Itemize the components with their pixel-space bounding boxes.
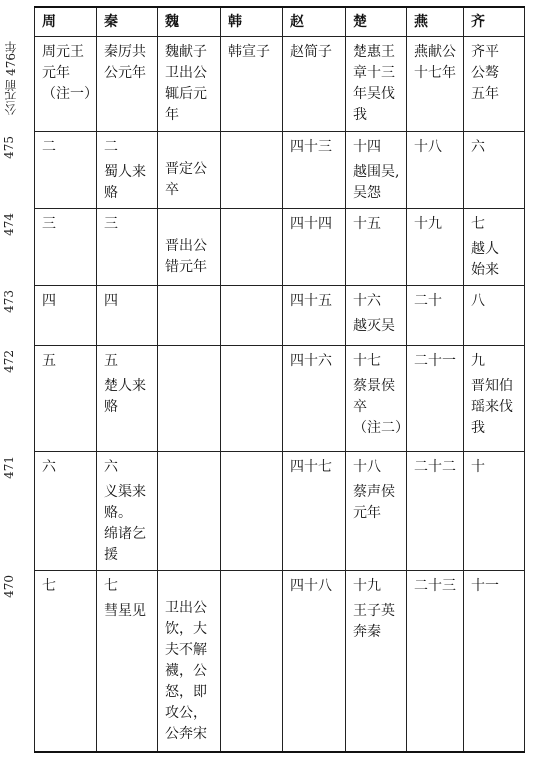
table-cell: [283, 571, 346, 752]
table-cell: [221, 37, 283, 132]
cell-main-text: 燕献公 十七年: [414, 44, 456, 81]
table-cell: [35, 452, 97, 571]
cell-main-text: 四十四: [290, 216, 332, 232]
table-cell: [464, 452, 525, 571]
table-cell: [283, 286, 346, 346]
cell-main-text: 四十三: [290, 139, 332, 155]
table-cell: [35, 209, 97, 286]
cell-main-text: 七: [471, 216, 485, 232]
cell-main-text: 五: [42, 353, 56, 369]
cell-note-text: 晋定公 卒: [165, 161, 207, 198]
cell-note-text: 王子英 奔秦: [353, 603, 395, 640]
cell-main-text: 齐平 公骜 五年: [471, 44, 499, 102]
cell-main-text: 十一: [471, 578, 499, 594]
cell-main-text: 六: [104, 459, 118, 475]
cell-note-text: 晋知伯 瑶来伐 我: [471, 378, 513, 436]
chronology-table: [34, 6, 525, 753]
cell-main-text: 韩宣子: [228, 44, 270, 60]
column-header: 燕: [407, 7, 464, 37]
table-cell: [97, 452, 158, 571]
table-cell: [283, 132, 346, 209]
cell-main-text: 二十一: [414, 353, 456, 369]
cell-main-text: 魏献子 卫出公 辄后元 年: [165, 44, 207, 123]
cell-note-text: 义渠来 赂。 绵诸乞 援: [104, 484, 146, 563]
table-cell: [407, 132, 464, 209]
cell-note-text: 越围吴, 吴怨: [353, 164, 400, 201]
cell-main-text: 三: [104, 216, 118, 232]
table-row: [35, 452, 525, 571]
column-header: 秦: [97, 7, 158, 37]
table-cell: [464, 209, 525, 286]
table-cell: [35, 286, 97, 346]
table-cell: [158, 37, 221, 132]
table-cell: [346, 346, 407, 452]
table-cell: [346, 132, 407, 209]
table-cell: [407, 452, 464, 571]
cell-main-text: 六: [471, 139, 485, 155]
table-cell: [158, 346, 221, 452]
cell-main-text: 十七: [353, 353, 381, 369]
table-cell: [346, 452, 407, 571]
cell-main-text: 十: [471, 459, 485, 475]
cell-note-text: 越灭吴: [353, 318, 395, 334]
year-label: 473: [2, 289, 16, 313]
cell-main-text: 十四: [353, 139, 381, 155]
header-row: [35, 7, 525, 37]
cell-main-text: 十五: [353, 216, 381, 232]
table-cell: [407, 286, 464, 346]
cell-note-text: 蜀人来 赂: [104, 164, 146, 201]
cell-main-text: 秦厉共 公元年: [104, 44, 146, 81]
chronology-table-container: [34, 6, 525, 753]
cell-main-text: 赵简子: [290, 44, 332, 60]
cell-main-text: 四: [42, 293, 56, 309]
cell-main-text: 九: [471, 353, 485, 369]
year-label: 471: [2, 455, 16, 479]
table-cell: [283, 209, 346, 286]
cell-note-text: 越人 始来: [471, 241, 499, 278]
table-cell: [464, 132, 525, 209]
table-cell: [407, 346, 464, 452]
table-cell: [464, 571, 525, 752]
table-cell: [221, 346, 283, 452]
table-cell: [97, 571, 158, 752]
cell-main-text: 四十七: [290, 459, 332, 475]
cell-main-text: 二十二: [414, 459, 456, 475]
table-cell: [158, 452, 221, 571]
table-cell: [464, 346, 525, 452]
table-cell: [221, 209, 283, 286]
cell-main-text: 周元王 元年 （注一）: [42, 44, 98, 102]
table-cell: [158, 132, 221, 209]
column-header: 韩: [221, 7, 283, 37]
table-cell: [464, 286, 525, 346]
cell-main-text: 四: [104, 293, 118, 309]
cell-main-text: 七: [42, 578, 56, 594]
column-header: 楚: [346, 7, 407, 37]
cell-main-text: 二十三: [414, 578, 456, 594]
cell-main-text: 十九: [353, 578, 381, 594]
column-header: 魏: [158, 7, 221, 37]
cell-main-text: 三: [42, 216, 56, 232]
cell-note-text: 彗星见: [104, 603, 146, 619]
table-row: [35, 132, 525, 209]
cell-main-text: 六: [42, 459, 56, 475]
year-label: 470: [2, 574, 16, 598]
table-cell: [97, 37, 158, 132]
table-cell: [221, 286, 283, 346]
table-cell: [283, 346, 346, 452]
cell-note-text: 蔡景侯 卒 （注二）: [353, 378, 409, 436]
cell-main-text: 五: [104, 353, 118, 369]
cell-note-text: 卫出公 饮，大 夫不解 襪，公 怒，即 攻公， 公奔宋: [165, 600, 207, 742]
cell-main-text: 十八: [353, 459, 381, 475]
cell-main-text: 八: [471, 293, 485, 309]
table-cell: [35, 37, 97, 132]
table-cell: [346, 571, 407, 752]
table-cell: [464, 37, 525, 132]
year-label: 472: [2, 349, 16, 373]
table-cell: [407, 571, 464, 752]
table-cell: [35, 132, 97, 209]
cell-main-text: 二: [104, 139, 118, 155]
table-cell: [283, 452, 346, 571]
year-label: 公元前 476年: [4, 40, 18, 116]
table-cell: [97, 209, 158, 286]
cell-main-text: 十六: [353, 293, 381, 309]
table-cell: [407, 209, 464, 286]
column-header: 齐: [464, 7, 525, 37]
table-cell: [35, 571, 97, 752]
cell-main-text: 七: [104, 578, 118, 594]
table-cell: [283, 37, 346, 132]
cell-main-text: 二十: [414, 293, 442, 309]
table-cell: [97, 286, 158, 346]
year-label: 474: [2, 212, 16, 236]
table-cell: [97, 132, 158, 209]
column-header: 赵: [283, 7, 346, 37]
cell-main-text: 四十五: [290, 293, 332, 309]
table-cell: [158, 571, 221, 752]
table-cell: [346, 286, 407, 346]
table-row: [35, 209, 525, 286]
year-label: 475: [2, 135, 16, 159]
table-cell: [346, 209, 407, 286]
cell-main-text: 楚惠王 章十三 年吴伐 我: [353, 44, 395, 123]
table-row: [35, 346, 525, 452]
table-cell: [407, 37, 464, 132]
cell-main-text: 十九: [414, 216, 442, 232]
cell-note-text: 晋出公 错元年: [165, 238, 207, 275]
table-cell: [97, 346, 158, 452]
table-row: [35, 37, 525, 132]
table-cell: [221, 571, 283, 752]
cell-main-text: 十八: [414, 139, 442, 155]
table-cell: [346, 37, 407, 132]
table-cell: [158, 286, 221, 346]
column-header: 周: [35, 7, 97, 37]
cell-main-text: 四十六: [290, 353, 332, 369]
table-cell: [158, 209, 221, 286]
table-row: [35, 286, 525, 346]
table-cell: [221, 132, 283, 209]
table-body: [35, 37, 525, 752]
cell-note-text: 蔡声侯 元年: [353, 484, 395, 521]
table-row: [35, 571, 525, 752]
cell-main-text: 四十八: [290, 578, 332, 594]
table-cell: [221, 452, 283, 571]
table-cell: [35, 346, 97, 452]
cell-note-text: 楚人来 赂: [104, 378, 146, 415]
cell-main-text: 二: [42, 139, 56, 155]
